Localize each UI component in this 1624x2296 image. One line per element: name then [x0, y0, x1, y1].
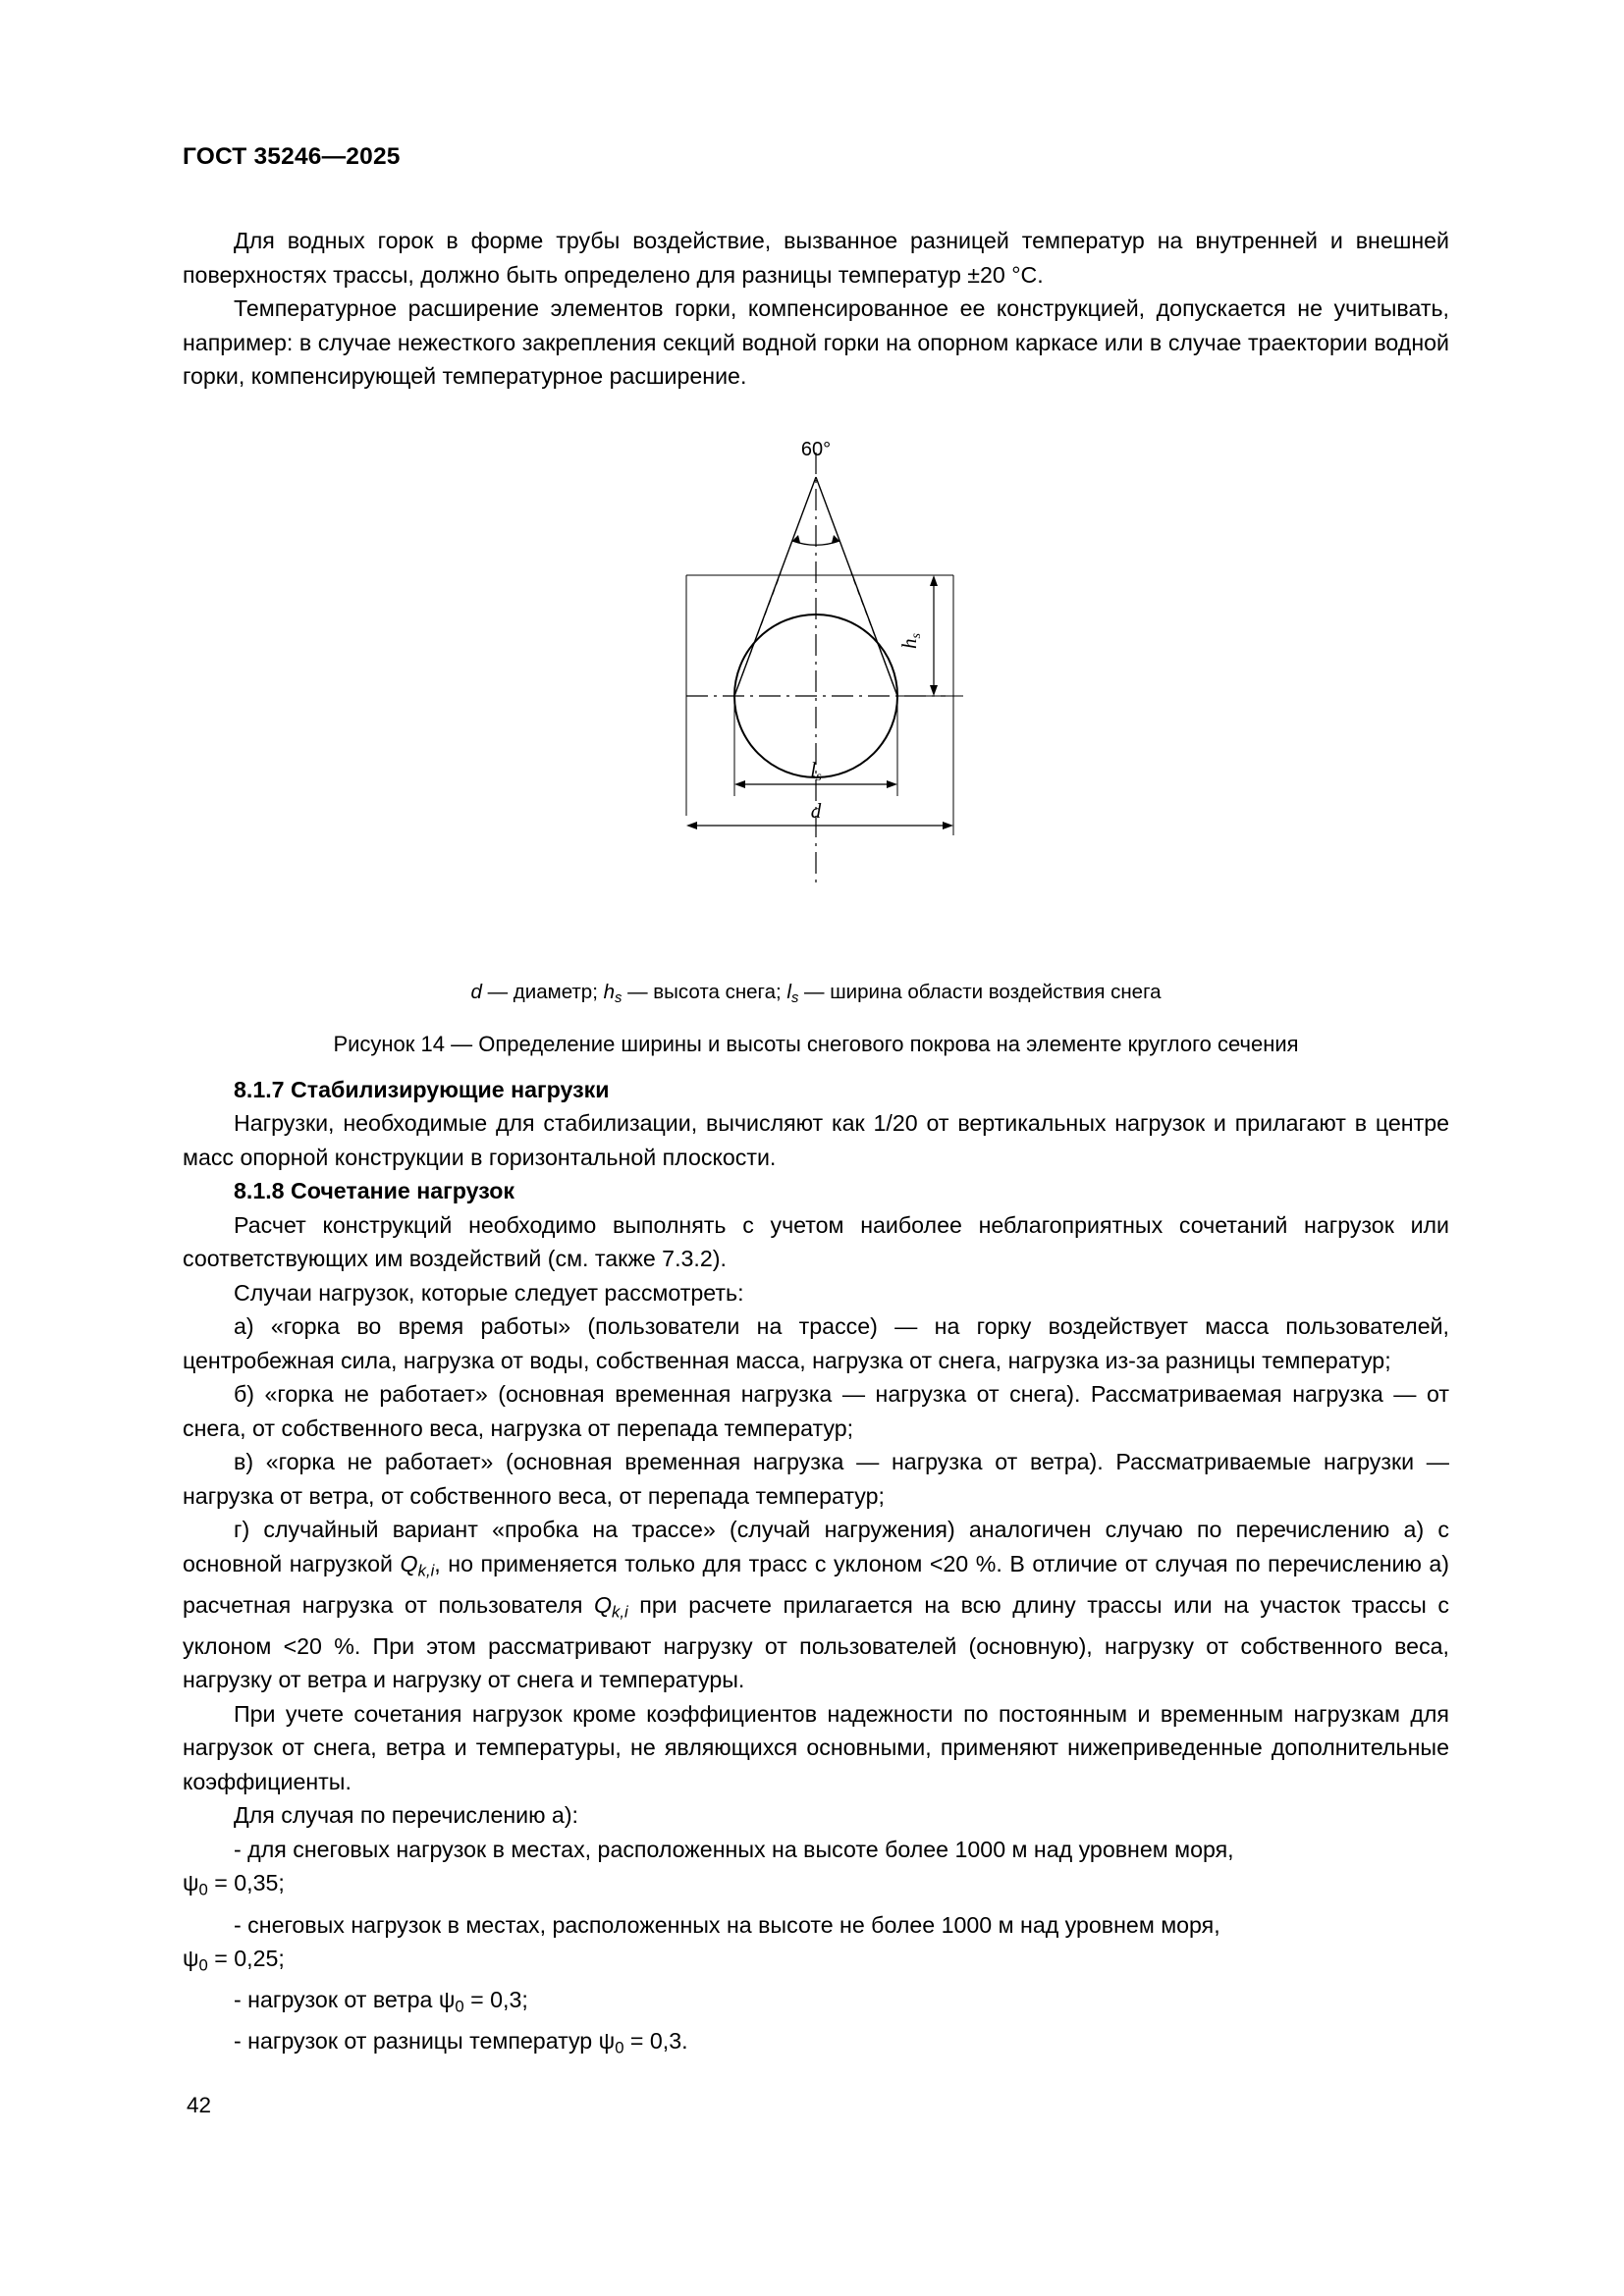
psi-temp-sub: 0: [615, 2039, 624, 2058]
formula-qki-1: $Q_{k,i}$: [400, 1550, 435, 1580]
dimension-d-arrow-left: [686, 822, 697, 829]
psi-wind-post: = 0,3;: [463, 1987, 528, 2013]
paragraph-coefficients: При учете сочетания нагрузок кроме коэффициентов надежности по постоянным и временным нагрузкам для нагрузок от снега, ветра и температуры, не являющихся основными, применяют нижеприведенные дополнительные коэффициенты.: [183, 1700, 1449, 1794]
figure-14-drawing: [541, 423, 1091, 914]
list-item-g: [183, 1513, 1449, 1697]
section-title-8-1-7: 8.1.7 Стабилизирующие нагрузки: [234, 1076, 610, 1102]
psi-item-1-formula: [183, 1866, 1449, 1907]
psi-item-2-text: - снеговых нагрузок в местах, расположенных на высоте не более 1000 м над уровнем моря,: [234, 1911, 1220, 1938]
dimension-d-arrow-right: [943, 822, 953, 829]
paragraph-intro-1: Для водных горок в форме трубы воздействие, вызванное разницей температур на внутренней и внешней поверхностях трассы, должно быть определено для разницы температур ±20 °С.: [183, 228, 1449, 288]
psi-temp-symbol: ψ: [598, 2028, 616, 2055]
psi-value-2: = 0,25;: [207, 1946, 285, 1972]
page-number: 42: [187, 2093, 212, 2117]
psi-temp-pre: - нагрузок от разницы температур: [234, 2028, 599, 2055]
section-title-8-1-8: 8.1.8 Сочетание нагрузок: [234, 1178, 514, 1204]
paragraph-intro-2: Температурное расширение элементов горки, компенсированное ее конструкцией, допускается не учитывать, например: в случае нежесткого закрепления секций водной горки на опорном каркасе или в случае траектории водной горки, компенсирующей температурное расширение.: [183, 295, 1449, 389]
dimension-ls-arrow-left: [734, 780, 745, 788]
figure-label-d: d: [810, 798, 822, 823]
list-item-g-part1: г) случайный вариант «пробка на трассе» (случай нагружения) аналогичен случаю по перечислению а) с основной нагрузкой: [183, 1517, 1449, 1576]
psi-sub-2: 0: [198, 1955, 208, 1975]
psi-item-wind: [183, 1983, 1449, 2024]
list-item-a: а) «горка во время работы» (пользователи на трассе) — на горку воздействует масса пользователей, центробежная сила, нагрузка от воды, собственная масса, нагрузка от снега, нагрузка из-за разницы температур;: [183, 1313, 1449, 1373]
list-item-v: в) «горка не работает» (основная временная нагрузка — нагрузка от ветра). Рассматриваемые нагрузки — нагрузка от ветра, от собственного веса, от перепада температур;: [183, 1449, 1449, 1509]
psi-value-1: = 0,35;: [207, 1870, 285, 1896]
figure-legend: [183, 979, 1449, 1012]
psi-sub-1: 0: [198, 1881, 208, 1900]
section-8-1-8-paragraph-2: Случаи нагрузок, которые следует рассмотреть:: [234, 1279, 744, 1306]
psi-item-temperature: [183, 2024, 1449, 2065]
list-item-b: б) «горка не работает» (основная временная нагрузка — нагрузка от снега). Рассматриваемая нагрузка — от снега, от собственного веса, нагрузка от перепада температур;: [183, 1381, 1449, 1441]
psi-item-2-formula: [183, 1942, 1449, 1983]
figure-angle-label: 60°: [800, 438, 832, 460]
document-body: [183, 224, 1449, 2066]
dimension-ls-arrow-right: [887, 780, 897, 788]
legend-text-hs: — высота снега;: [622, 980, 787, 1003]
figure-14: [183, 423, 1449, 973]
dimension-hs-arrow-top: [930, 575, 938, 586]
psi-wind-pre: - нагрузок от ветра: [234, 1987, 439, 2013]
psi-symbol-1: ψ: [183, 1870, 199, 1896]
legend-symbol-hs: $h_s$: [603, 980, 623, 1006]
legend-text-d: — диаметр;: [481, 980, 604, 1003]
figure-caption: Рисунок 14 — Определение ширины и высоты снегового покрова на элементе круглого сечения: [333, 1031, 1299, 1056]
legend-text-ls: — ширина области воздействия снега: [798, 980, 1162, 1003]
figure-label-ls: ls: [810, 757, 822, 784]
psi-wind-symbol: ψ: [438, 1987, 456, 2013]
psi-symbol-2: ψ: [183, 1946, 199, 1972]
page-header: ГОСТ 35246—2025: [183, 143, 401, 170]
legend-symbol-d: d: [470, 980, 482, 1003]
list-item-g-part3: при расчете прилагается на всю длину трассы или на участок трассы с уклоном <20 %. При этом рассматривают нагрузку от пользователей (основную), нагрузку от собственного веса, нагрузку от ветра и нагрузку от снега и температуры.: [183, 1591, 1449, 1693]
list-item-g-part2: , но применяется только для трасс с уклоном <20 %. В отличие от случая по перечислению а) расчетная нагрузка от пользователя: [183, 1550, 1450, 1618]
figure-label-hs: hs: [897, 632, 924, 649]
psi-temp-post: = 0,3.: [623, 2028, 688, 2055]
legend-symbol-ls: $l_s$: [786, 980, 799, 1006]
section-8-1-7-paragraph-1: Нагрузки, необходимые для стабилизации, вычисляют как 1/20 от вертикальных нагрузок и прилагают в центре масс опорной конструкции в горизонтальной плоскости.: [183, 1110, 1449, 1170]
section-8-1-8-paragraph-1: Расчет конструкций необходимо выполнять с учетом наиболее неблагоприятных сочетаний нагрузок или соответствующих им воздействий (см. также 7.3.2).: [183, 1211, 1449, 1272]
paragraph-case-a: Для случая по перечислению а):: [234, 1802, 578, 1829]
formula-qki-2: $Q_{k,i}$: [593, 1591, 628, 1622]
dimension-hs-arrow-bottom: [930, 685, 938, 696]
psi-item-1-text: - для снеговых нагрузок в местах, расположенных на высоте более 1000 м над уровнем моря,: [234, 1836, 1234, 1862]
psi-wind-sub: 0: [455, 1997, 464, 2016]
